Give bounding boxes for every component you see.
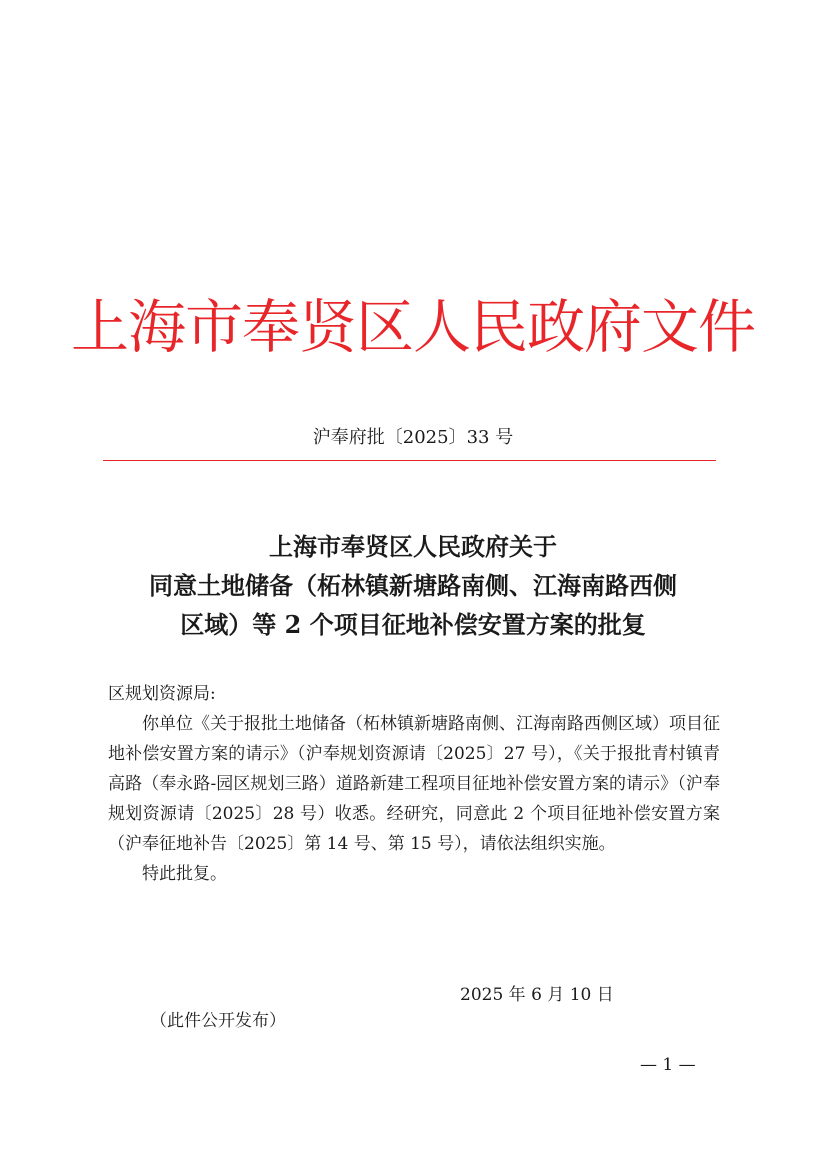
document-masthead: 上海市奉贤区人民政府文件 <box>70 293 755 361</box>
issue-date: 2025 年 6 月 10 日 <box>460 985 614 1005</box>
red-divider-line <box>103 460 716 461</box>
addressee: 区规划资源局: <box>108 684 216 704</box>
title-line-3: 区域）等 2 个项目征地补偿安置方案的批复 <box>180 610 646 639</box>
page-number: — 1 — <box>640 1055 696 1075</box>
document-number: 沪奉府批〔2025〕33 号 <box>312 427 514 448</box>
title-line-1: 上海市奉贤区人民政府关于 <box>269 532 557 561</box>
title-line-2: 同意土地储备（柘林镇新塘路南侧、江海南路西侧 <box>149 571 677 600</box>
document-title <box>90 527 736 644</box>
closing-line: 特此批复。 <box>142 864 227 884</box>
disclosure-note: （此件公开发布） <box>150 1011 286 1031</box>
body-paragraph: 你单位《关于报批土地储备（柘林镇新塘路南侧、江海南路西侧区域）项目征地补偿安置方案的请示》（沪奉规划资源请〔2025〕27 号），《关于报批青村镇青高路（奉永路-园区规划三路）道路新建工程项目征地补偿安置方案的请示》（沪奉规划资源请〔2025〕28 号）收悉。经研究，同意此 2 个项目征地补偿安置方案（沪奉征地补告〔2025〕第 14 号、第 15 号），请依法组织实施。 <box>108 714 720 854</box>
document-body <box>108 679 720 889</box>
